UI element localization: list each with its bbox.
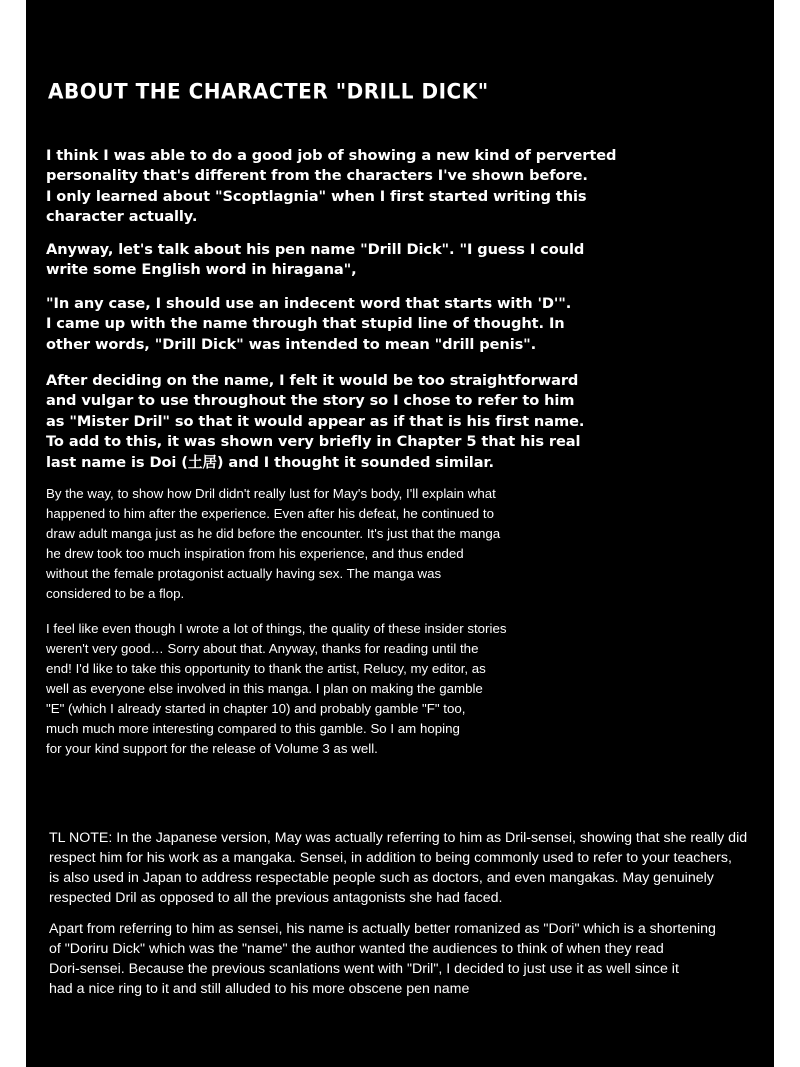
- text-line: happened to him after the experience. Even after his defeat, he continued to: [46, 506, 494, 521]
- text-line: write some English word in hiragana",: [46, 261, 357, 279]
- text-line: respect him for his work as a mangaka. Sensei, in addition to being commonly used to refer to your teachers,: [49, 850, 732, 866]
- text-line: I only learned about "Scoptlagnia" when I first started writing this: [46, 187, 587, 205]
- text-line: To add to this, it was shown very briefly in Chapter 5 that his real: [46, 433, 581, 451]
- comment-paragraph-3: [46, 294, 586, 355]
- page-title: ABOUT THE CHARACTER "DRILL DICK": [48, 78, 489, 104]
- text-line: last name is Doi (土居) and I thought it sounded similar.: [46, 453, 494, 471]
- text-line: character actually.: [46, 208, 198, 226]
- afterword-paragraph-1: [46, 484, 576, 604]
- text-line: as "Mister Dril" so that it would appear as if that is his first name.: [46, 412, 585, 430]
- text-line: personality that's different from the characters I've shown before.: [46, 167, 588, 185]
- text-line: well as everyone else involved in this manga. I plan on making the gamble: [46, 681, 483, 696]
- tl-note-paragraph-1: [49, 828, 769, 908]
- text-line: I feel like even though I wrote a lot of things, the quality of these insider stories: [46, 621, 507, 636]
- text-line: other words, "Drill Dick" was intended to mean "drill penis".: [46, 335, 537, 353]
- text-line: After deciding on the name, I felt it would be too straightforward: [46, 372, 579, 389]
- text-line: is also used in Japan to address respectable people such as doctors, and even mangakas. May genuinely: [49, 870, 714, 886]
- text-line: "E" (which I already started in chapter 10) and probably gamble "F" too,: [46, 701, 466, 716]
- text-line: without the female protagonist actually having sex. The manga was: [46, 566, 442, 581]
- text-line: TL NOTE: In the Japanese version, May was actually referring to him as Dril-sensei, showing that she really did: [49, 830, 748, 846]
- text-line: considered to be a flop.: [46, 586, 185, 601]
- black-page: [26, 0, 774, 1067]
- text-line: Dori-sensei. Because the previous scanlations went with "Dril", I decided to just use it as well since it: [49, 961, 679, 977]
- text-line: I came up with the name through that stupid line of thought. In: [46, 315, 565, 333]
- text-line: had a nice ring to it and still alluded to his more obscene pen name: [49, 981, 470, 997]
- comment-paragraph-4: [46, 371, 586, 473]
- text-line: he drew took too much inspiration from his experience, and thus ended: [46, 546, 464, 561]
- text-line: Apart from referring to him as sensei, his name is actually better romanized as "Dori" which is a shortening: [49, 921, 716, 937]
- text-line: of "Doriru Dick" which was the "name" the author wanted the audiences to think of when they read: [49, 941, 664, 957]
- text-line: respected Dril as opposed to all the previous antagonists she had faced.: [49, 890, 503, 906]
- text-line: end! I'd like to take this opportunity to thank the artist, Relucy, my editor, as: [46, 661, 486, 676]
- text-line: By the way, to show how Dril didn't really lust for May's body, I'll explain what: [46, 486, 496, 501]
- text-line: "In any case, I should use an indecent word that starts with 'D'".: [46, 295, 572, 312]
- text-line: Anyway, let's talk about his pen name "Drill Dick". "I guess I could: [46, 241, 585, 258]
- comment-paragraph-2: [46, 240, 586, 281]
- text-line: much much more interesting compared to this gamble. So I am hoping: [46, 721, 460, 736]
- text-line: and vulgar to use throughout the story so I chose to refer to him: [46, 392, 575, 410]
- text-line: draw adult manga just as he did before the encounter. It's just that the manga: [46, 526, 501, 541]
- tl-note-paragraph-2: [49, 919, 769, 999]
- text-line: I think I was able to do a good job of showing a new kind of perverted: [46, 147, 617, 164]
- afterword-paragraph-2: [46, 619, 576, 759]
- text-line: weren't very good… Sorry about that. Anyway, thanks for reading until the: [46, 641, 479, 656]
- text-line: for your kind support for the release of Volume 3 as well.: [46, 741, 378, 756]
- comment-paragraph-1: [46, 146, 617, 228]
